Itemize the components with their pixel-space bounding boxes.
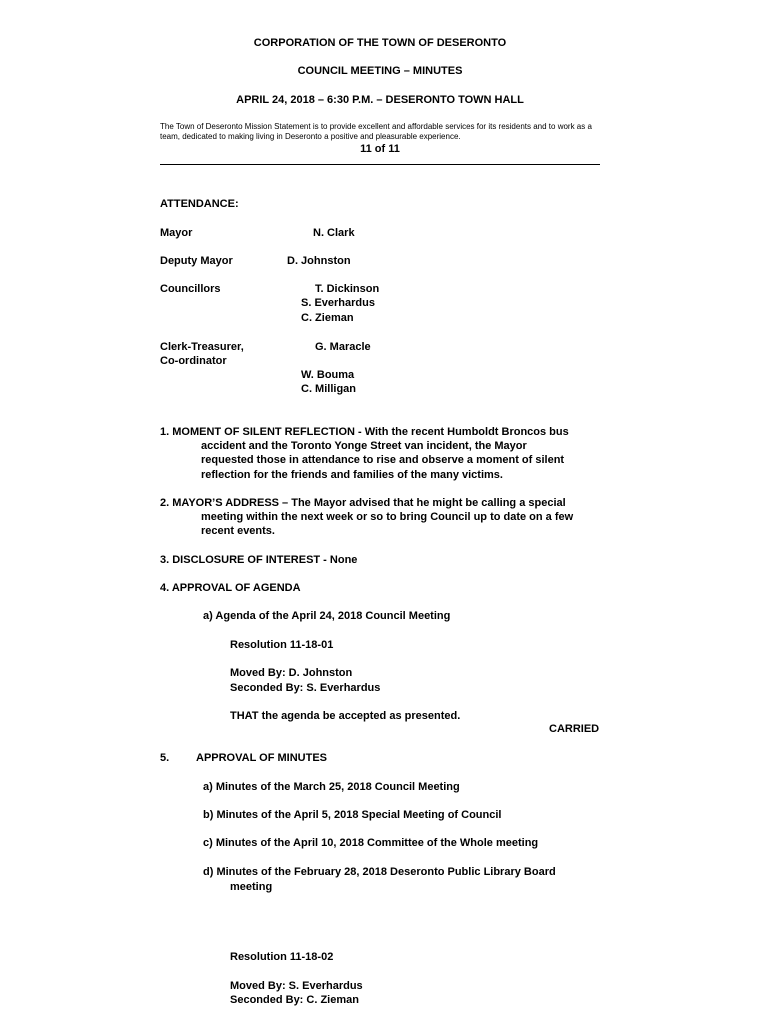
- coordinator-name: W. Bouma: [301, 369, 355, 381]
- clerk-name: G. Maracle: [315, 341, 371, 353]
- item5-number: 5.: [160, 752, 170, 764]
- deputy-mayor-label: Deputy Mayor: [160, 255, 233, 267]
- item5b-minutes: b) Minutes of the April 5, 2018 Special Meeting of Council: [203, 809, 502, 821]
- page-total: 11: [388, 143, 400, 155]
- item1-line: accident and the Toronto Yonge Street van incident, the Mayor: [201, 440, 527, 452]
- item5-heading: APPROVAL OF MINUTES: [196, 752, 327, 764]
- councillors-label: Councillors: [160, 283, 221, 295]
- item5a-minutes: a) Minutes of the March 25, 2018 Council Meeting: [203, 781, 460, 793]
- resolution-number: Resolution 11-18-01: [230, 639, 334, 651]
- attendance-heading: ATTENDANCE:: [160, 198, 239, 210]
- clerk-label: Clerk-Treasurer,: [160, 341, 244, 353]
- seconded-by: Seconded By: S. Everhardus: [230, 682, 381, 694]
- mayor-name: N. Clark: [313, 227, 355, 239]
- page-indicator: [160, 143, 600, 155]
- meeting-date-line: APRIL 24, 2018 – 6:30 P.M. – DESERONTO TOWN HALL: [236, 94, 524, 106]
- corporation-title: CORPORATION OF THE TOWN OF DESERONTO: [253, 37, 507, 49]
- coordinator-name: C. Milligan: [301, 383, 356, 395]
- resolution-number: Resolution 11-18-02: [230, 951, 334, 963]
- councillor-name: S. Everhardus: [301, 297, 375, 309]
- item5d-minutes-cont: meeting: [230, 881, 273, 893]
- carried-status: CARRIED: [549, 723, 600, 735]
- councillor-name: T. Dickinson: [315, 283, 380, 295]
- item2-line: meeting within the next week or so to bring Council up to date on a few: [201, 511, 574, 523]
- page-of: of: [374, 143, 386, 155]
- councillor-name: C. Zieman: [301, 312, 354, 324]
- coordinator-label: Co-ordinator: [160, 355, 227, 367]
- item4-heading: 4. APPROVAL OF AGENDA: [160, 582, 301, 594]
- seconded-by: Seconded By: C. Zieman: [230, 994, 359, 1006]
- moved-by: Moved By: S. Everhardus: [230, 980, 363, 992]
- item1-line: requested those in attendance to rise and observe a moment of silent: [201, 454, 565, 466]
- page-number: 11: [360, 143, 372, 155]
- item1-line: 1. MOMENT OF SILENT REFLECTION - With the recent Humboldt Broncos bus: [160, 426, 569, 438]
- item5d-minutes: d) Minutes of the February 28, 2018 Deseronto Public Library Board: [203, 866, 556, 878]
- item1-line: reflection for the friends and families of the many victims.: [201, 469, 503, 481]
- item2-line: 2. MAYOR’S ADDRESS – The Mayor advised that he might be calling a special: [160, 497, 566, 509]
- item5c-minutes: c) Minutes of the April 10, 2018 Committee of the Whole meeting: [203, 837, 539, 849]
- mayor-label: Mayor: [160, 227, 193, 239]
- resolution-text: THAT the agenda be accepted as presented.: [230, 710, 461, 722]
- meeting-type-title: COUNCIL MEETING – MINUTES: [297, 65, 463, 77]
- item4a-agenda: a) Agenda of the April 24, 2018 Council Meeting: [203, 610, 451, 622]
- moved-by: Moved By: D. Johnston: [230, 667, 353, 679]
- header-divider: [160, 164, 600, 165]
- item3-disclosure: 3. DISCLOSURE OF INTEREST - None: [160, 554, 358, 566]
- item2-line: recent events.: [201, 525, 275, 537]
- deputy-mayor-name: D. Johnston: [287, 255, 351, 267]
- mission-statement: The Town of Deseronto Mission Statement is to provide excellent and affordable services for its residents and to work as a team, dedicated to making living in Deseronto a positive and pleasurable experience.: [160, 122, 592, 141]
